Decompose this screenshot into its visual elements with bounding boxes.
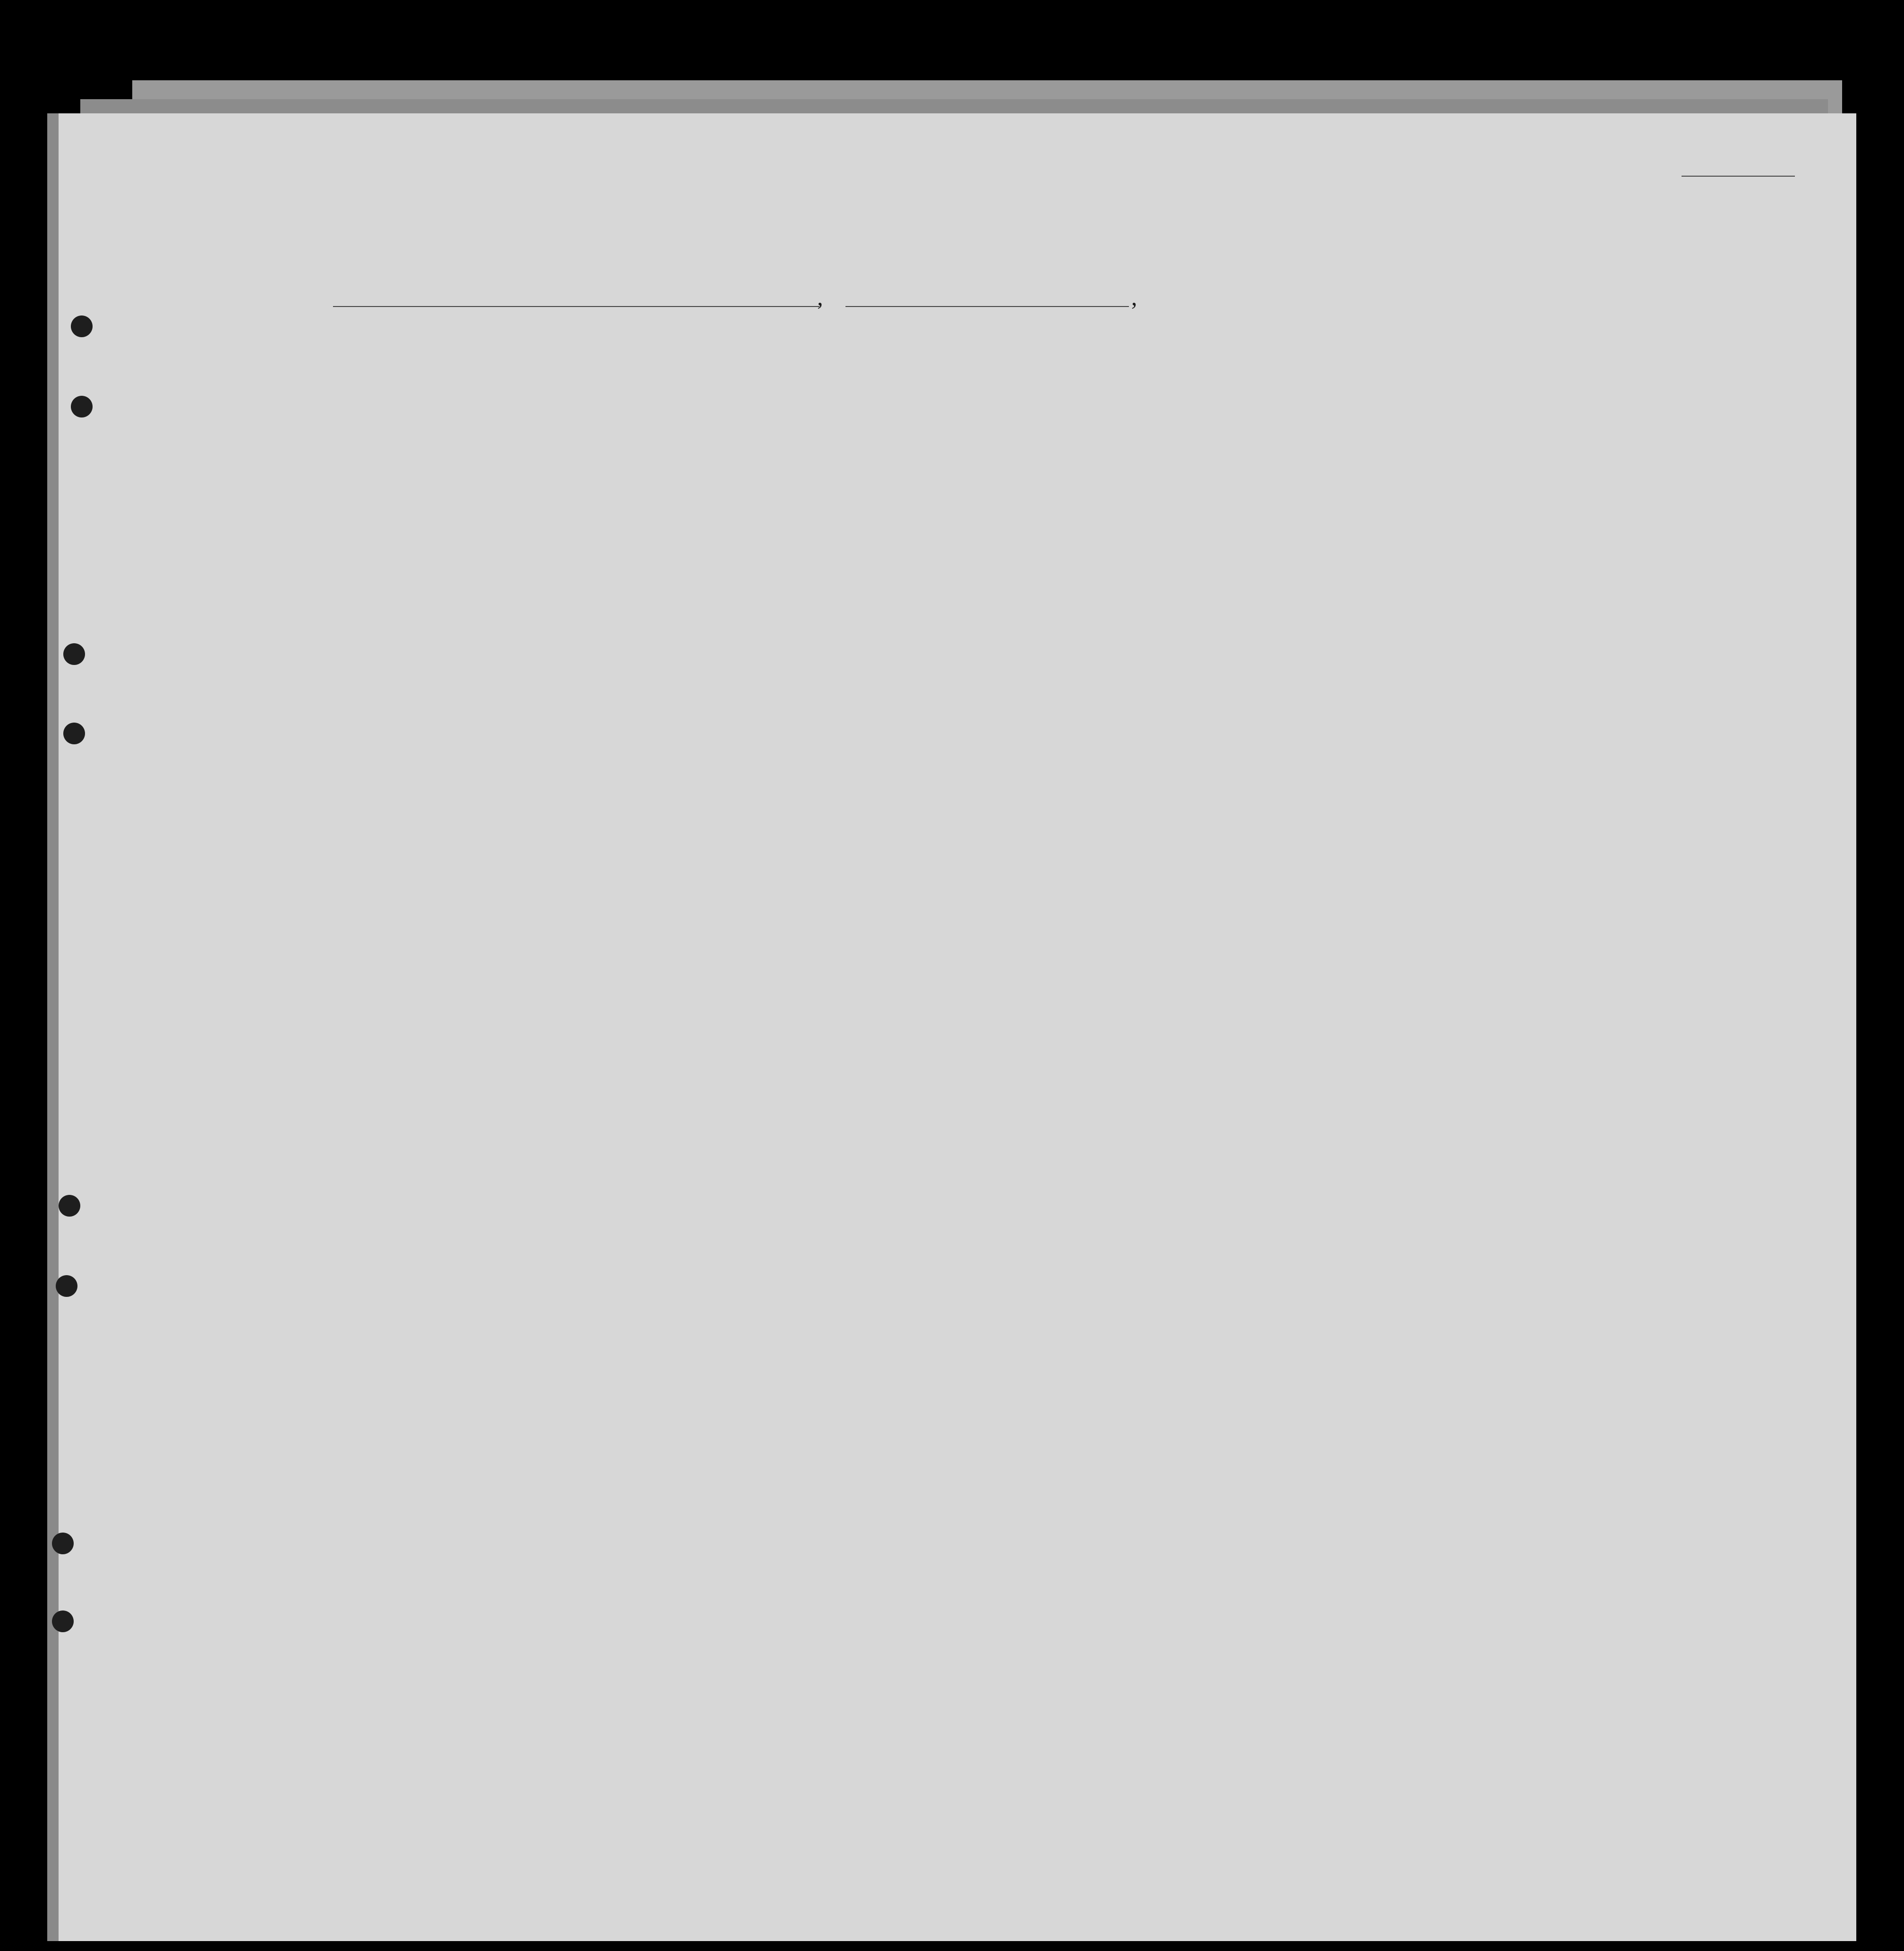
header-q28 [1306,373,1358,489]
header-q29 [1363,373,1397,489]
header-purpose-a [1083,387,1117,489]
header-feet [1550,465,1567,489]
header-purpose-c [1158,387,1190,489]
header-purpose-b [1120,387,1154,489]
header-inches [1570,460,1587,489]
header-polygamist [1256,373,1277,489]
manifest-page: , , [0,0,1904,1951]
header-money [667,368,691,486]
header-q30 [1399,373,1432,489]
header-prison [1223,373,1253,489]
header-ticket [559,371,587,484]
header-anarchist [1279,373,1300,489]
